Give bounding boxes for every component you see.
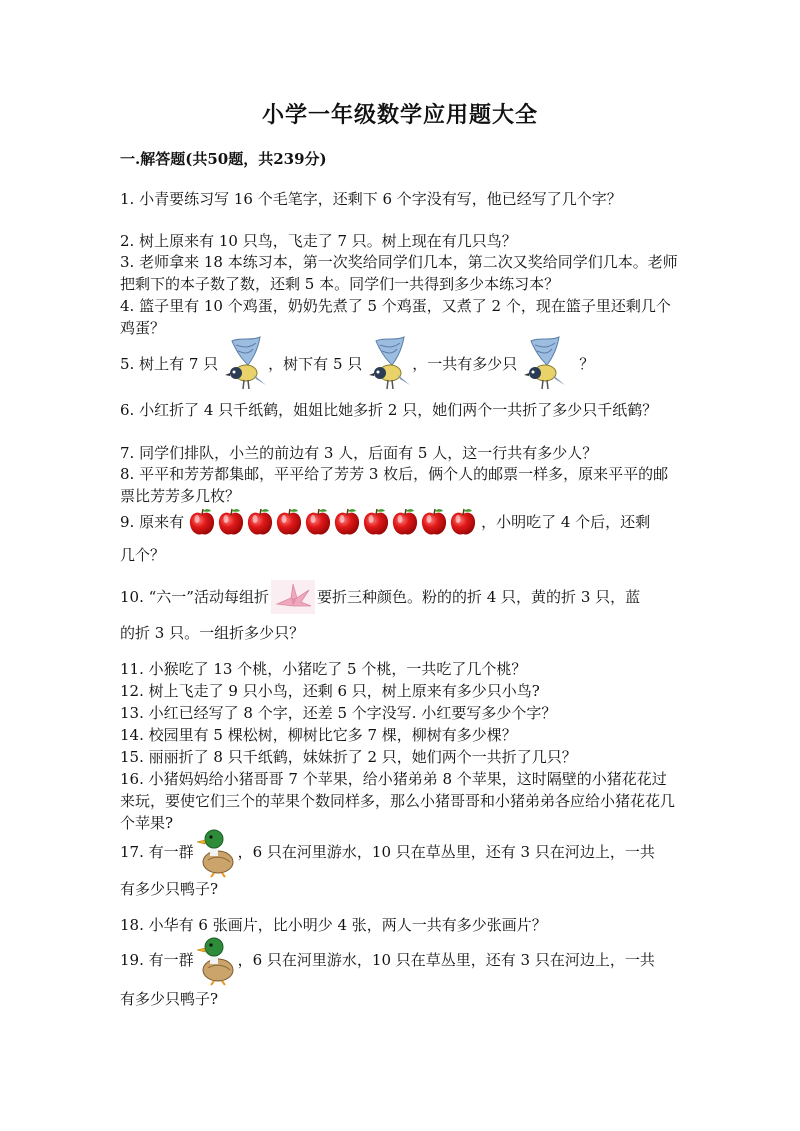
duck-icon bbox=[196, 934, 236, 986]
question-4: 4. 篮子里有 10 个鸡蛋，奶奶先煮了 5 个鸡蛋，又煮了 2 个，现在篮子里还剩几个鸡蛋？ bbox=[120, 297, 671, 337]
bird-icon bbox=[517, 335, 567, 393]
question-2: 2. 树上原来有 10 只鸟，飞走了 7 只。树上现在有几只鸟？ bbox=[120, 232, 517, 250]
bird-icon bbox=[218, 335, 268, 393]
question-5-part-b: ，树下有 5 只 bbox=[268, 355, 363, 373]
question-9-part-a: 9. 原来有 bbox=[120, 513, 185, 531]
question-19-continued: 有多少只鸭子? bbox=[120, 990, 219, 1008]
question-8: 8. 平平和芳芳都集邮，平平给了芳芳 3 枚后，俩个人的邮票一样多，原来平平的邮票比芳芳多几枚？ bbox=[120, 465, 669, 505]
question-5-part-d: ？ bbox=[579, 355, 595, 373]
question-16: 16. 小猪妈妈给小猪哥哥 7 个苹果，给小猪弟弟 8 个苹果，这时隔壁的小猪花花过来玩，要使它们三个的苹果个数同样多，那么小猪哥哥和小猪弟弟各应给小猪花花几个苹果? bbox=[120, 770, 676, 832]
question-10 bbox=[120, 580, 680, 614]
question-9 bbox=[120, 505, 680, 539]
question-18: 18. 小华有 6 张画片，比小明少 4 张，两人一共有多少张画片？ bbox=[120, 916, 547, 934]
apple-icon bbox=[304, 507, 332, 537]
paper-crane-icon bbox=[271, 580, 315, 614]
question-10-part-b: 要折三种颜色。粉的的折 4 只，黄的折 3 只，蓝 bbox=[316, 588, 641, 606]
question-9-part-b: ，小明吃了 4 个后，还剩 bbox=[481, 513, 651, 531]
question-10-part-a: 10. “六一”活动每组折 bbox=[120, 588, 269, 606]
apple-row bbox=[188, 507, 477, 537]
question-5-part-c: ，一共有多少只 bbox=[412, 355, 518, 373]
question-10-continued: 的折 3 只。一组折多少只？ bbox=[120, 624, 305, 642]
question-14: 14. 校园里有 5 棵松树，柳树比它多 7 棵，柳树有多少棵？ bbox=[120, 726, 517, 744]
question-15: 15. 丽丽折了 8 只千纸鹤，妹妹折了 2 只，她们两个一共折了几只？ bbox=[120, 748, 577, 766]
question-19-part-b: ，6 只在河里游水，10 只在草丛里，还有 3 只在河边上，一共 bbox=[237, 951, 655, 969]
apple-icon bbox=[449, 507, 477, 537]
question-17 bbox=[120, 826, 680, 878]
question-17-part-b: ，6 只在河里游水，10 只在草丛里，还有 3 只在河边上，一共 bbox=[237, 843, 655, 861]
apple-icon bbox=[420, 507, 448, 537]
question-5 bbox=[120, 333, 680, 395]
question-3: 3. 老师拿来 18 本练习本，第一次奖给同学们几本，第二次又奖给同学们几本。老师把剩下的本子数了数，还剩 5 本。同学们一共得到多少本练习本？ bbox=[120, 253, 678, 293]
question-6: 6. 小红折了 4 只千纸鹤，姐姐比她多折 2 只，她们两个一共折了多少只千纸鹤？ bbox=[120, 401, 658, 419]
apple-icon bbox=[246, 507, 274, 537]
apple-icon bbox=[391, 507, 419, 537]
question-17-continued: 有多少只鸭子? bbox=[120, 880, 219, 898]
section-heading: 一.解答题(共50题，共239分) bbox=[120, 150, 327, 168]
apple-icon bbox=[362, 507, 390, 537]
page-title: 小学一年级数学应用题大全 bbox=[261, 102, 538, 128]
question-9-continued: 几个？ bbox=[120, 546, 166, 564]
question-1: 1. 小青要练习写 16 个毛笔字，还剩下 6 个字没有写，他已经写了几个字？ bbox=[120, 190, 622, 208]
apple-icon bbox=[333, 507, 361, 537]
bird-icon bbox=[362, 335, 412, 393]
duck-icon bbox=[196, 826, 236, 878]
apple-icon bbox=[217, 507, 245, 537]
question-5-part-a: 5. 树上有 7 只 bbox=[120, 355, 219, 373]
question-11: 11. 小猴吃了 13 个桃，小猪吃了 5 个桃，一共吃了几个桃？ bbox=[120, 660, 527, 678]
apple-icon bbox=[188, 507, 216, 537]
question-13: 13. 小红已经写了 8 个字，还差 5 个字没写. 小红要写多少个字？ bbox=[120, 704, 557, 722]
apple-icon bbox=[275, 507, 303, 537]
question-19 bbox=[120, 934, 680, 986]
question-17-part-a: 17. 有一群 bbox=[120, 843, 194, 861]
question-7: 7. 同学们排队，小兰的前边有 3 人，后面有 5 人，这一行共有多少人？ bbox=[120, 444, 598, 462]
question-12: 12. 树上飞走了 9 只小鸟，还剩 6 只，树上原来有多少只小鸟? bbox=[120, 682, 540, 700]
question-19-part-a: 19. 有一群 bbox=[120, 951, 194, 969]
